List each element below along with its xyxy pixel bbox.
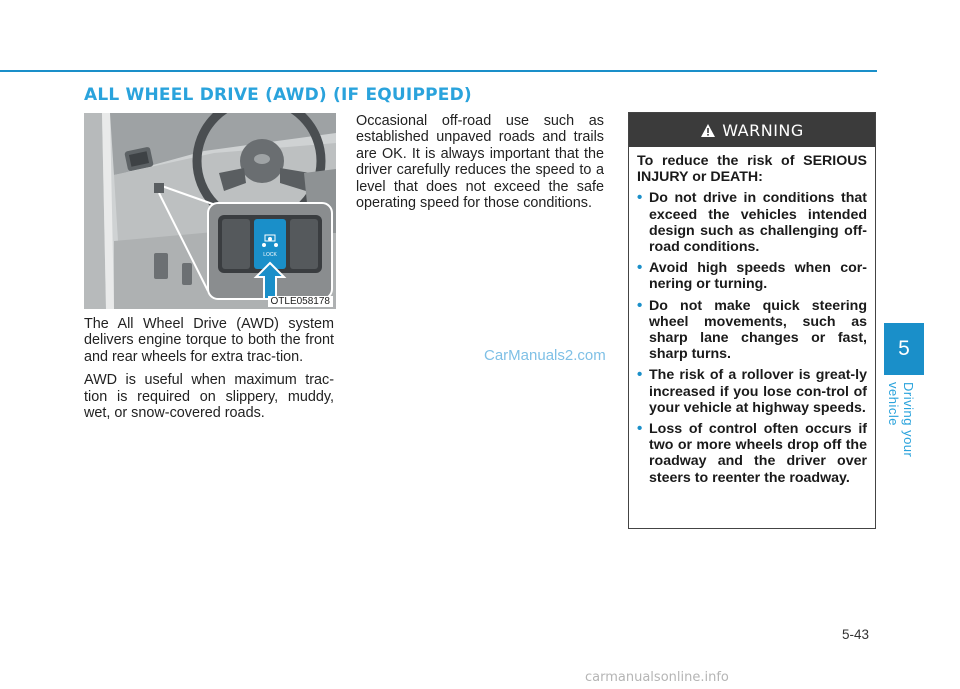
warning-triangle-icon — [700, 123, 716, 138]
warning-header — [629, 113, 875, 147]
bullet: • — [637, 366, 643, 384]
watermark-carmanuals: CarManuals2.com — [484, 347, 606, 364]
column-2-text — [356, 113, 604, 218]
warning-item — [637, 260, 867, 292]
paragraph: Occasional off-road use such as established unpaved roads and trails are OK. It is always important that the driver carefully reduces the speed to a level that does not exceed the safe operating speed for those conditions. — [356, 113, 604, 212]
watermark-carmanualsonline: carmanualsonline.info — [585, 670, 729, 685]
warning-item-text: Loss of control often occurs if two or more wheels drop off the roadway and the driver over steers to reenter the roadway. — [649, 421, 867, 486]
awd-lock-figure — [84, 113, 336, 309]
chapter-label: Driving your vehicle — [886, 382, 916, 458]
bullet: • — [637, 189, 643, 207]
warning-heading: WARNING — [722, 120, 804, 140]
dashboard-illustration — [84, 113, 336, 309]
bullet: • — [637, 420, 643, 438]
header-rule — [0, 70, 877, 72]
warning-item — [637, 367, 867, 416]
warning-item-text: Do not make quick steering wheel movements, such as sharp lane changes or fast, sharp turns. — [649, 297, 867, 363]
warning-item — [637, 190, 867, 255]
warning-list — [637, 190, 867, 485]
page-number: 5-43 — [842, 627, 870, 642]
column-1-text — [84, 316, 334, 428]
lock-button-label: LOCK — [263, 252, 277, 258]
warning-item-text: The risk of a rollover is great-ly increased if you lose con-trol of your vehicle at highway speeds. — [649, 367, 867, 416]
paragraph: AWD is useful when maximum trac-tion is required on slippery, muddy, wet, or snow-covered roads. — [84, 372, 334, 422]
figure-caption: OTLE058178 — [268, 296, 334, 307]
warning-item — [637, 298, 867, 363]
section-title: ALL WHEEL DRIVE (AWD) (IF EQUIPPED) — [84, 85, 472, 105]
paragraph: The All Wheel Drive (AWD) system delivers engine torque to both the front and rear wheels for extra trac-tion. — [84, 316, 334, 365]
warning-body — [629, 147, 875, 486]
warning-item-text: Do not drive in conditions that exceed the vehicles intended design such as challenging off-road conditions. — [649, 190, 867, 256]
bullet: • — [637, 259, 643, 277]
chapter-tab: 5 — [884, 323, 924, 375]
warning-intro: To reduce the risk of SERIOUS INJURY or DEATH: — [637, 153, 867, 186]
warning-item — [637, 421, 867, 486]
warning-item-text: Avoid high speeds when cor-nering or turning. — [649, 260, 867, 293]
bullet: • — [637, 296, 643, 314]
warning-box — [628, 112, 876, 529]
